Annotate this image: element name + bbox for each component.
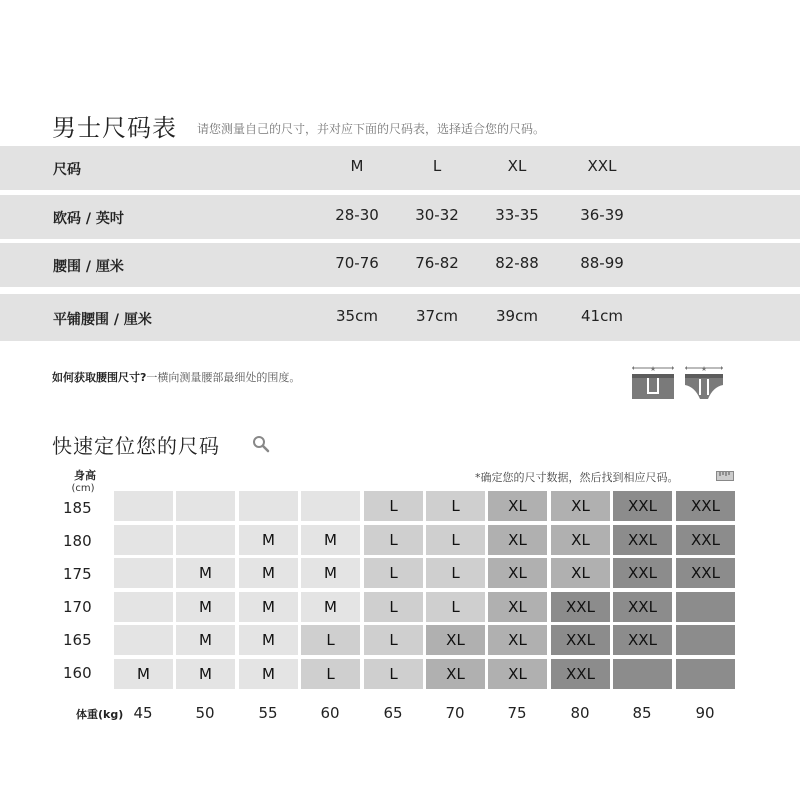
weight-value: 70 (445, 704, 465, 722)
size-grid-cell: XL (488, 525, 547, 555)
size-grid-cell (239, 491, 298, 521)
size-grid-cell: XXL (676, 558, 735, 588)
size-grid-cell (114, 525, 173, 555)
size-grid-cell (676, 592, 735, 622)
size-grid-cell: L (364, 659, 423, 689)
size-grid-cell: XXL (613, 558, 672, 588)
size-grid-cell: XL (551, 491, 610, 521)
page-subtitle: 请您测量自己的尺寸，并对应下面的尺码表，选择适合您的尺码。 (197, 122, 546, 136)
quick-locate-note: *确定您的尺寸数据，然后找到相应尺码。 (475, 471, 679, 484)
size-grid-cell (176, 491, 235, 521)
waist-measure-tip (52, 369, 300, 385)
height-value: 180 (63, 532, 92, 550)
height-axis-unit: (cm) (71, 483, 95, 494)
weight-value: 65 (383, 704, 403, 722)
weight-value: 45 (133, 704, 153, 722)
height-value: 185 (63, 499, 92, 517)
height-value: 175 (63, 565, 92, 583)
size-grid-cell: XL (426, 659, 485, 689)
briefs-icon (683, 365, 725, 401)
size-table-cell: L (432, 157, 442, 175)
svg-text:★: ★ (700, 365, 708, 373)
size-table-row-label: 平铺腰围 / 厘米 (53, 312, 152, 328)
size-grid-cell: L (301, 625, 360, 655)
tip-question: 如何获取腰围尺寸? (52, 371, 147, 384)
size-table-cell: XL (507, 157, 527, 175)
weight-value: 55 (258, 704, 278, 722)
size-grid-cell: XXL (551, 592, 610, 622)
weight-value: 50 (195, 704, 215, 722)
weight-value: 60 (320, 704, 340, 722)
size-grid-cell: XXL (613, 592, 672, 622)
size-grid-cell: M (114, 659, 173, 689)
size-grid-cell: XXL (676, 491, 735, 521)
size-grid-cell: XL (426, 625, 485, 655)
size-table-cell: 88-99 (580, 254, 624, 272)
size-table-row-label: 欧码 / 英吋 (53, 211, 124, 227)
size-grid-cell (114, 625, 173, 655)
size-table-cell: 30-32 (415, 206, 459, 224)
height-value: 170 (63, 598, 92, 616)
size-grid-cell: L (426, 558, 485, 588)
page-title: 男士尺码表 (52, 114, 177, 142)
size-table-cell: 76-82 (415, 254, 459, 272)
quick-locate-title: 快速定位您的尺码 (52, 434, 220, 458)
size-table-cell: 35cm (336, 307, 378, 325)
size-grid-cell (176, 525, 235, 555)
size-grid-cell: M (239, 558, 298, 588)
size-grid-cell: L (364, 625, 423, 655)
size-grid-cell: XL (551, 558, 610, 588)
size-table-cell: 39cm (496, 307, 538, 325)
size-table-cell: 28-30 (335, 206, 379, 224)
size-grid-cell: L (426, 491, 485, 521)
size-grid-cell: XXL (613, 491, 672, 521)
size-grid-cell: M (301, 558, 360, 588)
size-grid-cell: L (426, 525, 485, 555)
boxer-trunks-icon (630, 365, 676, 401)
size-grid-cell (114, 592, 173, 622)
size-grid-cell: M (176, 625, 235, 655)
weight-value: 75 (507, 704, 527, 722)
size-grid-cell: M (301, 592, 360, 622)
size-grid-cell: L (364, 592, 423, 622)
size-grid-cell: XXL (676, 525, 735, 555)
height-value: 165 (63, 631, 92, 649)
size-table-cell: M (350, 157, 364, 175)
size-grid-cell (676, 625, 735, 655)
size-grid-cell: XXL (551, 659, 610, 689)
size-grid-cell: XL (488, 625, 547, 655)
size-grid-cell (114, 491, 173, 521)
size-table-cell: 82-88 (495, 254, 539, 272)
size-grid-cell: M (176, 659, 235, 689)
weight-value: 80 (570, 704, 590, 722)
size-grid-cell: XL (488, 558, 547, 588)
size-grid-cell: M (301, 525, 360, 555)
height-value: 160 (63, 664, 92, 682)
size-grid-cell: XL (488, 659, 547, 689)
size-grid-cell: M (239, 525, 298, 555)
size-grid-cell: M (239, 625, 298, 655)
size-grid-cell (676, 659, 735, 689)
size-grid-cell: XXL (551, 625, 610, 655)
weight-value: 90 (695, 704, 715, 722)
height-axis-label: 身高 (74, 469, 96, 482)
size-table-cell: 36-39 (580, 206, 624, 224)
size-grid-cell: XL (488, 491, 547, 521)
size-grid-cell: XXL (613, 625, 672, 655)
size-table-cell: XXL (587, 157, 617, 175)
weight-value: 85 (632, 704, 652, 722)
size-grid-cell: XL (488, 592, 547, 622)
size-table-cell: 37cm (416, 307, 458, 325)
ruler-icon (716, 471, 734, 481)
size-grid-cell: L (364, 491, 423, 521)
size-grid-cell: L (301, 659, 360, 689)
search-icon (252, 435, 270, 453)
weight-axis-label: 体重(kg) (76, 708, 124, 721)
size-grid-cell: M (239, 659, 298, 689)
size-table-cell: 70-76 (335, 254, 379, 272)
size-grid-cell: L (364, 525, 423, 555)
tip-answer: 一横向测量腰部最细处的围度。 (146, 371, 301, 384)
size-grid-cell: M (239, 592, 298, 622)
size-grid-cell (114, 558, 173, 588)
size-table-cell: 33-35 (495, 206, 539, 224)
size-grid-cell: L (426, 592, 485, 622)
size-table-cell: 41cm (581, 307, 623, 325)
svg-text:★: ★ (649, 365, 657, 373)
size-grid-cell (613, 659, 672, 689)
size-table-row-label: 腰围 / 厘米 (53, 259, 124, 275)
size-grid-cell: XXL (613, 525, 672, 555)
size-grid-cell: M (176, 558, 235, 588)
size-table-row-label: 尺码 (53, 162, 81, 178)
size-grid-cell: M (176, 592, 235, 622)
size-grid-cell: XL (551, 525, 610, 555)
size-grid-cell (301, 491, 360, 521)
size-grid-cell: L (364, 558, 423, 588)
